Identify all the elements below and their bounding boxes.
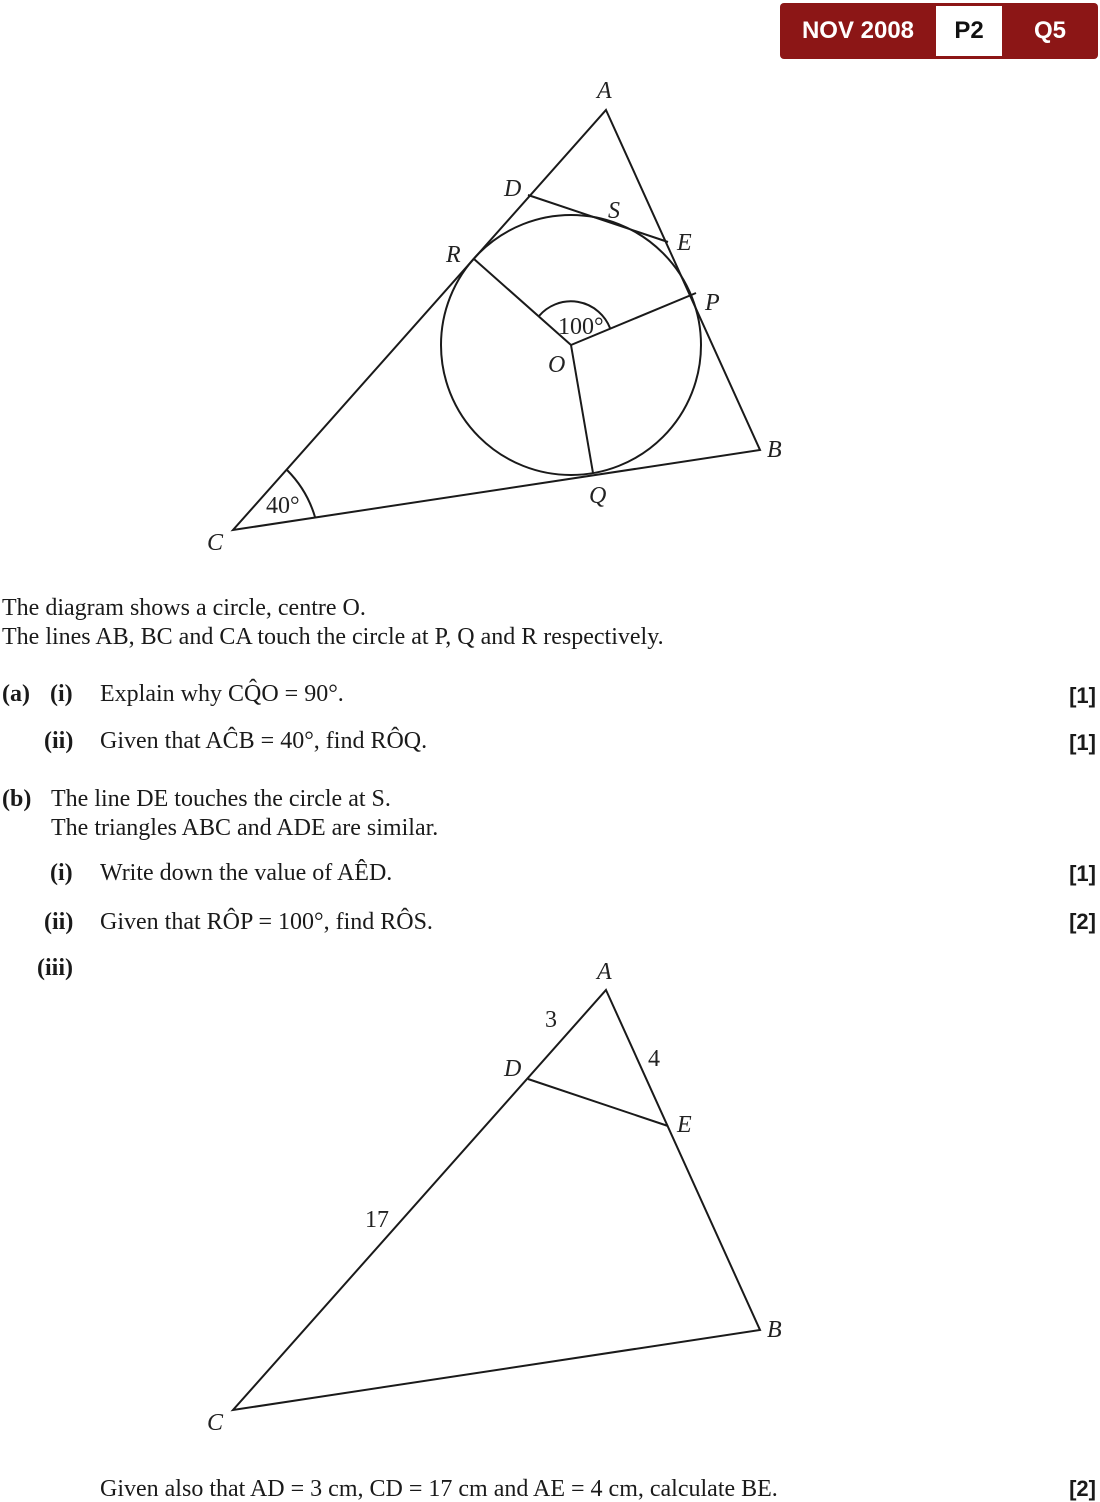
part-b-ii-marks: [2] [1069, 909, 1096, 934]
label2-C: C [207, 1410, 224, 1436]
label-Q: Q [589, 483, 607, 509]
part-b-iii-text: Given also that AD = 3 cm, CD = 17 cm and AE = 4 cm, calculate BE. [100, 1476, 778, 1502]
label2-E: E [677, 1112, 692, 1138]
angle-c-label: 40° [266, 493, 300, 519]
part-b-i-label: (i) [50, 860, 73, 886]
part-a-ii-label: (ii) [44, 728, 74, 754]
part-b-label: (b) [2, 786, 32, 812]
label-C: C [207, 530, 224, 556]
label2-D: D [504, 1056, 522, 1082]
radius-or [474, 259, 571, 345]
part-b-ii-text: Given that RÔP = 100°, find RÔS. [100, 909, 433, 935]
triangle-abc-2 [233, 990, 760, 1410]
intro-line-2: The lines AB, BC and CA touch the circle at P, Q and R respectively. [2, 624, 664, 650]
length-ad: 3 [545, 1007, 557, 1033]
paper-label: P2 [936, 6, 1002, 56]
part-b-i-marks: [1] [1069, 861, 1096, 886]
part-b-intro-1: The line DE touches the circle at S. [51, 786, 391, 812]
part-a-i-marks: [1] [1069, 683, 1096, 708]
label-P: P [705, 290, 720, 316]
label2-A: A [597, 959, 612, 985]
part-a-i-label: (i) [50, 681, 73, 707]
label-R: R [446, 242, 461, 268]
length-cd: 17 [365, 1207, 389, 1233]
intro-line-1: The diagram shows a circle, centre O. [2, 595, 366, 621]
session-label: NOV 2008 [801, 17, 915, 44]
label2-B: B [767, 1317, 782, 1343]
length-ae: 4 [648, 1046, 660, 1072]
label-O: O [548, 352, 566, 378]
segment-de [528, 1079, 668, 1126]
part-a-ii-text: Given that AĈB = 40°, find RÔQ. [100, 728, 428, 754]
part-a-i-text: Explain why CQ̂O = 90°. [100, 681, 344, 707]
radius-oq [571, 345, 593, 473]
label-E: E [677, 230, 692, 256]
similar-triangles-diagram [0, 950, 1100, 1450]
label-A: A [597, 78, 612, 104]
triangle-abc [233, 110, 760, 530]
part-b-intro-2: The triangles ABC and ADE are similar. [51, 815, 439, 841]
part-b-iii-marks: [2] [1069, 1476, 1096, 1501]
circle-diagram [0, 0, 1100, 570]
part-a-label: (a) [2, 681, 30, 707]
label-S: S [608, 198, 620, 224]
part-b-iii-label: (iii) [37, 955, 73, 981]
label-D: D [504, 176, 522, 202]
question-number: Q5 [1033, 17, 1066, 44]
angle-rop-label: 100° [558, 314, 604, 340]
part-b-i-text: Write down the value of AÊD. [100, 860, 393, 886]
part-b-ii-label: (ii) [44, 909, 74, 935]
part-a-ii-marks: [1] [1069, 730, 1096, 755]
label-B: B [767, 437, 782, 463]
